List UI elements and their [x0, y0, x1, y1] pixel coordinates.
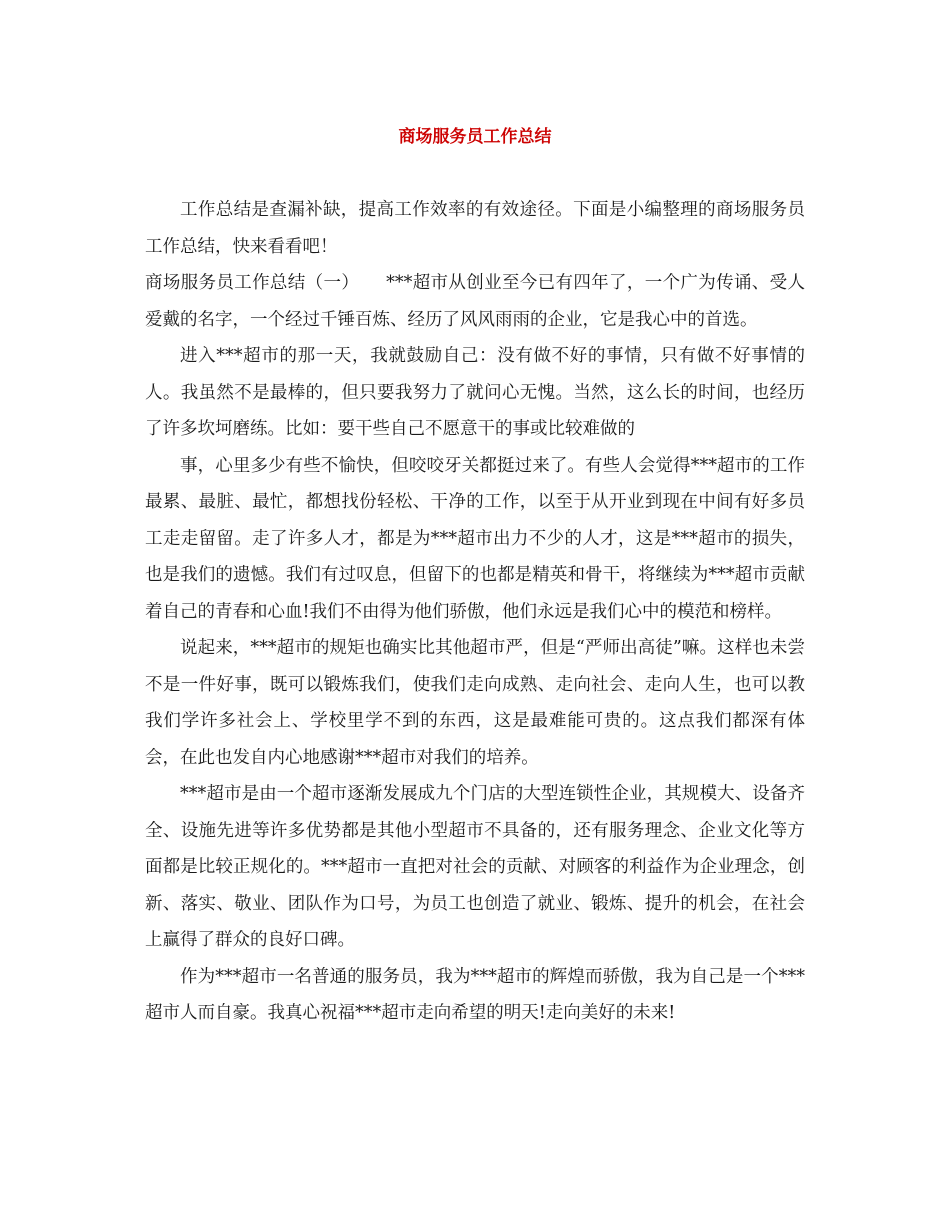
paragraph-body: 说起来，***超市的规矩也确实比其他超市严，但是“严师出高徒”嘛。这样也未尝不是一件好事，既可以锻炼我们，使我们走向成熟、走向社会、走向人生，也可以教我们学许多社会上、学校里学不到的东西，这是最难能可贵的。这点我们都深有体会，在此也发自内心地感谢***超市对我们的培养。: [145, 638, 805, 768]
document-title: 商场服务员工作总结: [398, 127, 552, 147]
paragraph-body: ***超市是由一个超市逐渐发展成九个门店的大型连锁性企业，其规模大、设备齐全、设施先进等许多优势都是其他小型超市不具备的，还有服务理念、企业文化等方面都是比较正规化的。***超市一直把对社会的贡献、对顾客的利益作为企业理念，创新、落实、敬业、团队作为口号，为员工也创造了就业、锻炼、提升的机会，在社会上赢得了群众的良好口碑。: [145, 784, 805, 950]
paragraph-body: 事，心里多少有些不愉快，但咬咬牙关都挺过来了。有些人会觉得***超市的工作最累、最脏、最忙，都想找份轻松、干净的工作，以至于从开业到现在中间有好多员工走走留留。走了许多人才，都是为***超市出力不少的人才，这是***超市的损失，也是我们的遗憾。我们有过叹息，但留下的也都是精英和骨干，将继续为***超市贡献着自己的青春和心血!我们不由得为他们骄傲，他们永远是我们心中的模范和榜样。: [145, 455, 805, 622]
paragraph-section-heading: 商场服务员工作总结（一） ***超市从创业至今已有四年了，一个广为传诵、受人爱戴的名字，一个经过千锤百炼、经历了风风雨雨的企业，它是我心中的首选。: [145, 273, 805, 330]
paragraph-intro: 工作总结是查漏补缺，提高工作效率的有效途径。下面是小编整理的商场服务员工作总结，快来看看吧！: [145, 200, 805, 257]
paragraph-body: 进入***超市的那一天，我就鼓励自己：没有做不好的事情，只有做不好事情的人。我虽然不是最棒的，但只要我努力了就问心无愧。当然，这么长的时间，也经历了许多坎坷磨练。比如：要干些自己不愿意干的事或比较难做的: [145, 346, 805, 439]
paragraph-closing: 作为***超市一名普通的服务员，我为***超市的辉煌而骄傲，我为自己是一个***超市人而自豪。我真心祝福***超市走向希望的明天!走向美好的未来!: [145, 966, 805, 1023]
document-body: [145, 192, 805, 1032]
